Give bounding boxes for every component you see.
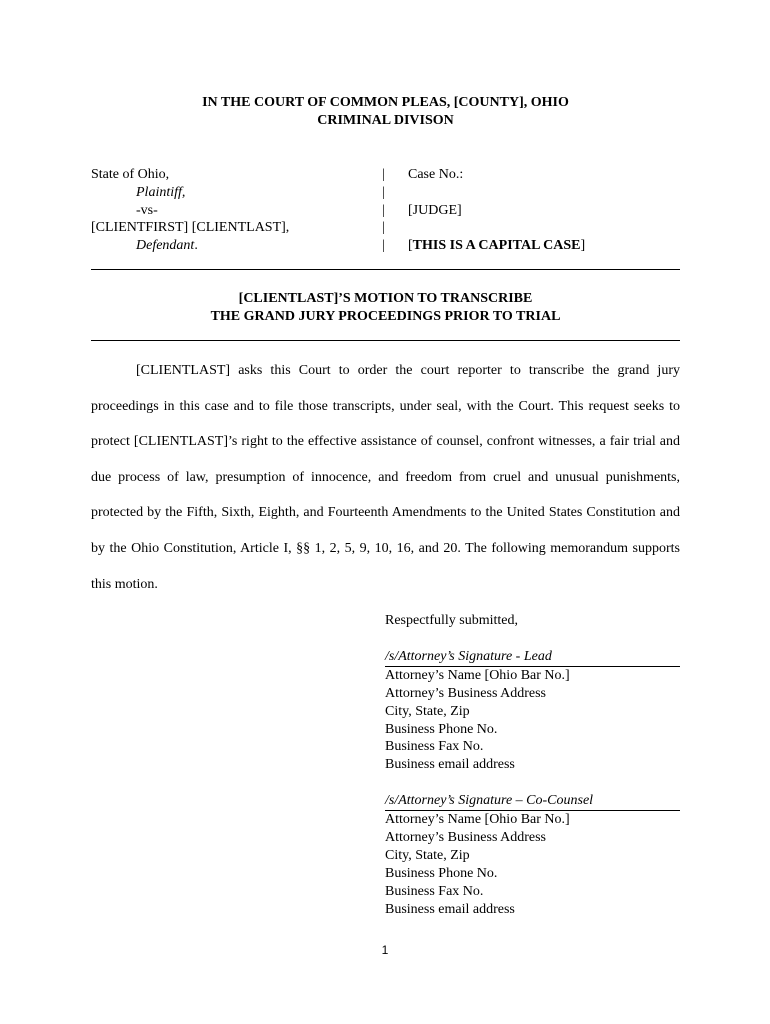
caption-parties [91, 166, 381, 255]
page-number: 1 [381, 943, 389, 957]
cocounsel-signature: /s/Attorney’s Signature – Co-Counsel [385, 792, 680, 811]
versus-label: -vs- [136, 202, 158, 218]
capital-case-label: THIS IS A CAPITAL CASE [412, 238, 581, 254]
cocounsel-attorney-city: City, State, Zip [385, 847, 470, 863]
capital-case-line: [THIS IS A CAPITAL CASE] [408, 238, 586, 254]
lead-attorney-city: City, State, Zip [385, 703, 470, 719]
lead-attorney-fax: Business Fax No. [385, 739, 484, 755]
caption-case-info [408, 166, 688, 255]
cocounsel-attorney-email: Business email address [385, 901, 515, 917]
motion-body [91, 353, 680, 602]
plaintiff-name: State of Ohio, [91, 167, 170, 182]
court-heading [91, 94, 680, 130]
motion-paragraph: [CLIENTLAST] asks this Court to order the court reporter to transcribe the grand jury proceedings in this case and to file those transcripts, under seal, with the Court. This request seeks to protect [CLIENTLAST]’s right to the effective assistance of counsel, confront witnesses, a fair trial and due process of law, presumption of innocence, and freedom from cruel and unusual punishments, protected by the Fifth, Sixth, Eighth, and Fourteenth Amendments to the United States Constitution and by the Ohio Constitution, Article I, §§ 1, 2, 5, 9, 10, 16, and 20. The following memorandum supports this motion. [91, 363, 680, 592]
defendant-name: [CLIENTFIRST] [CLIENTLAST], [91, 220, 290, 236]
case-no-label: Case No.: [408, 167, 464, 182]
cocounsel-attorney-phone: Business Phone No. [385, 865, 498, 881]
motion-title-line2: THE GRAND JURY PROCEEDINGS PRIOR TO TRIAL [210, 309, 561, 324]
caption-rule-top [91, 269, 680, 270]
caption-divider: | | | | | [382, 167, 385, 254]
lead-attorney-email: Business email address [385, 757, 515, 773]
cocounsel-attorney-name: Attorney’s Name [Ohio Bar No.] [385, 812, 570, 828]
lead-attorney-name: Attorney’s Name [Ohio Bar No.] [385, 667, 570, 683]
motion-title [91, 290, 680, 326]
judge-label: [JUDGE] [408, 202, 462, 218]
cocounsel-attorney-address: Attorney’s Business Address [385, 830, 546, 846]
defendant-role: Defendant [136, 238, 195, 254]
caption-rule-bottom [91, 340, 680, 341]
closing: Respectfully submitted, [385, 613, 518, 628]
court-division: CRIMINAL DIVISON [317, 113, 454, 128]
signature-block [385, 612, 680, 919]
court-name: IN THE COURT OF COMMON PLEAS, [COUNTY], OHIO [202, 95, 569, 110]
lead-attorney-phone: Business Phone No. [385, 721, 498, 737]
defendant-role-line: Defendant. [136, 238, 198, 254]
lead-signature: /s/Attorney’s Signature - Lead [385, 648, 680, 667]
motion-title-line1: [CLIENTLAST]’S MOTION TO TRANSCRIBE [238, 291, 533, 306]
plaintiff-role: Plaintiff, [136, 184, 186, 200]
lead-attorney-address: Attorney’s Business Address [385, 685, 546, 701]
cocounsel-attorney-fax: Business Fax No. [385, 883, 484, 899]
